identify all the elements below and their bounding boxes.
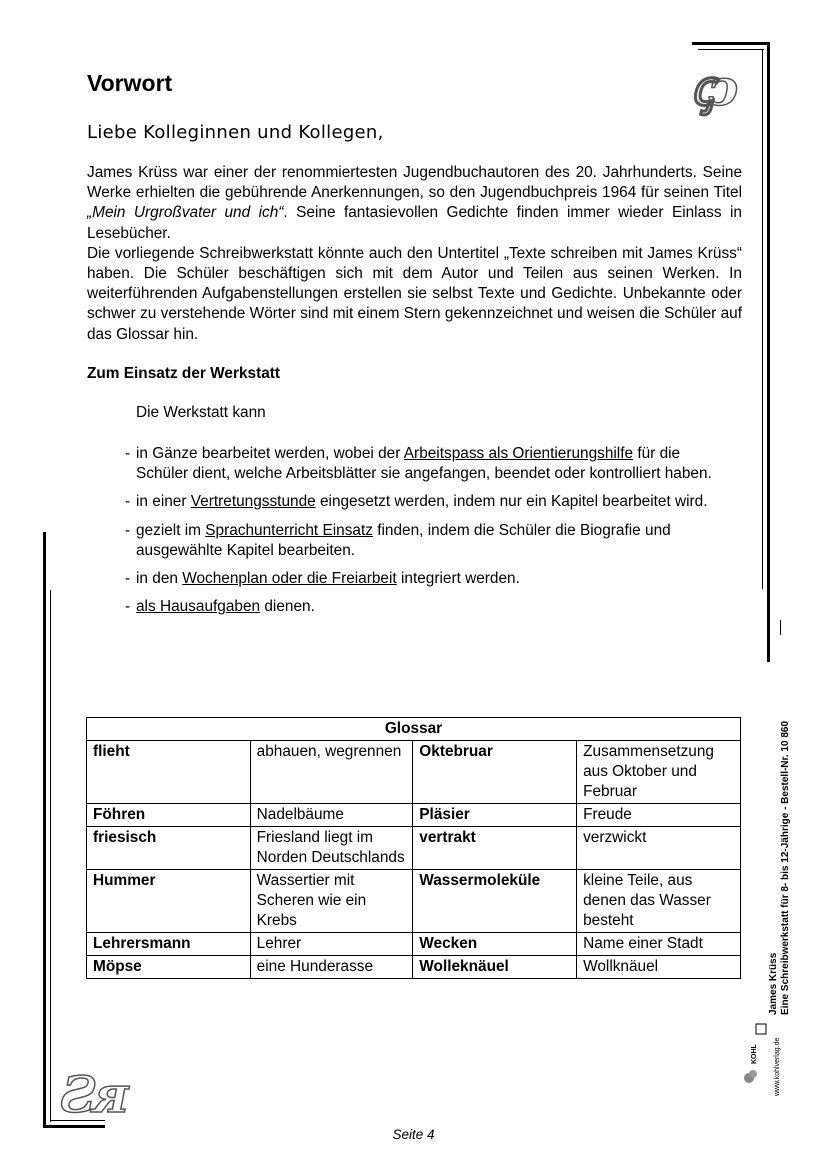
frame-line [762, 49, 763, 589]
frame-line [780, 620, 781, 635]
table-row: Möpse eine Hunderasse Wolleknäuel Wollknäuel [87, 956, 741, 979]
book-title: „Mein Urgroßvater und ich“ [87, 204, 284, 222]
table-row: friesisch Friesland liegt im Norden Deutschlands vertrakt verzwickt [87, 827, 741, 870]
frame-line [43, 532, 46, 1128]
underlined-term: Vertretungsstunde [190, 493, 316, 511]
table-row: Lehrersmann Lehrer Wecken Name einer Stadt [87, 933, 741, 956]
list-item: - in Gänze bearbeitet werden, wobei der Arbeitspass als Orientierungshilfe für die Schüler dient, welche Arbeitsblätter sie angefangen, beendet oder kontrolliert haben. [125, 445, 712, 483]
intro-paragraph-2: Die vorliegende Schreibwerkstatt könnte auch den Untertitel „Texte schreiben mit James Krüss“ haben. Die Schüler beschäftigen sich mit dem Autor und Teilen aus seinen Werken. In weiterführenden Aufgabenstellungen erstellen sie selbst Texte und Gedichte. Unbekannte oder schwer zu verstehende Wörter sind mit einem Stern gekennzeichnet und weisen die Schüler auf das Glossar hin. [87, 244, 742, 343]
glossary-table [86, 717, 741, 979]
glossary-title: Glossar [87, 718, 741, 741]
table-row: Föhren Nadelbäume Pläsier Freude [87, 804, 741, 827]
list-item: - in den Wochenplan oder die Freiarbeit integriert werden. [125, 570, 520, 588]
list-item: - als Hausaufgaben dienen. [125, 598, 315, 616]
underlined-term: Sprachunterricht Einsatz [205, 521, 373, 539]
ornament-bottom-icon: Ƨᴙ [60, 1065, 125, 1124]
frame-line [692, 42, 770, 45]
publication-info: James Krüss Eine Schreibwerkstatt für 8- bis 12-Jährige - Bestell-Nr. 10 860 [768, 720, 791, 1015]
table-row: Hummer Wassertier mit Scheren wie ein Krebs Wassermoleküle kleine Teile, aus denen das Wasser besteht [87, 870, 741, 933]
logo-text: KOHL [751, 1044, 758, 1064]
section-intro: Die Werkstatt kann [136, 404, 266, 421]
underlined-term: Arbeitspass als Orientierungshilfe [403, 445, 634, 462]
intro-paragraph-1: James Krüss war einer der renommiertesten Jugendbuchautoren des 20. Jahrhunderts. Seine Werke erhielten die gebührende Anerkennungen, so den Jugendbuchpreis 1964 für seinen Titel „Mein Urgroßvater und ich“. Seine fantasievollen Gedichte finden immer wieder Einlass in Lesebücher. [87, 164, 742, 242]
list-item: - in einer Vertretungsstunde eingesetzt werden, indem nur ein Kapitel bearbeitet wird. [125, 493, 708, 511]
page-title: Vorwort [87, 70, 173, 96]
frame-line [50, 590, 51, 1122]
section-title: Zum Einsatz der Werkstatt [87, 365, 280, 382]
page-number: Seite 4 [392, 1127, 435, 1142]
underlined-term: als Hausaufgaben [136, 598, 261, 616]
ornament-top-icon: ꞔↄ [690, 58, 733, 117]
usage-list [125, 444, 735, 625]
frame-line [767, 42, 770, 662]
table-row: flieht abhauen, wegrennen Oktebruar Zusammensetzung aus Oktober und Februar [87, 741, 741, 804]
publisher-logo-icon [742, 1020, 768, 1090]
publisher-url: www.kohlverlag.de [774, 1037, 781, 1096]
frame-line [698, 49, 764, 50]
intro-text [87, 163, 742, 345]
greeting: Liebe Kolleginnen und Kollegen, [87, 122, 384, 143]
underlined-term: Wochenplan oder die Freiarbeit [182, 570, 397, 588]
list-item: - gezielt im Sprachunterricht Einsatz finden, indem die Schüler die Biografie und ausgewählte Kapitel bearbeiten. [125, 521, 671, 559]
